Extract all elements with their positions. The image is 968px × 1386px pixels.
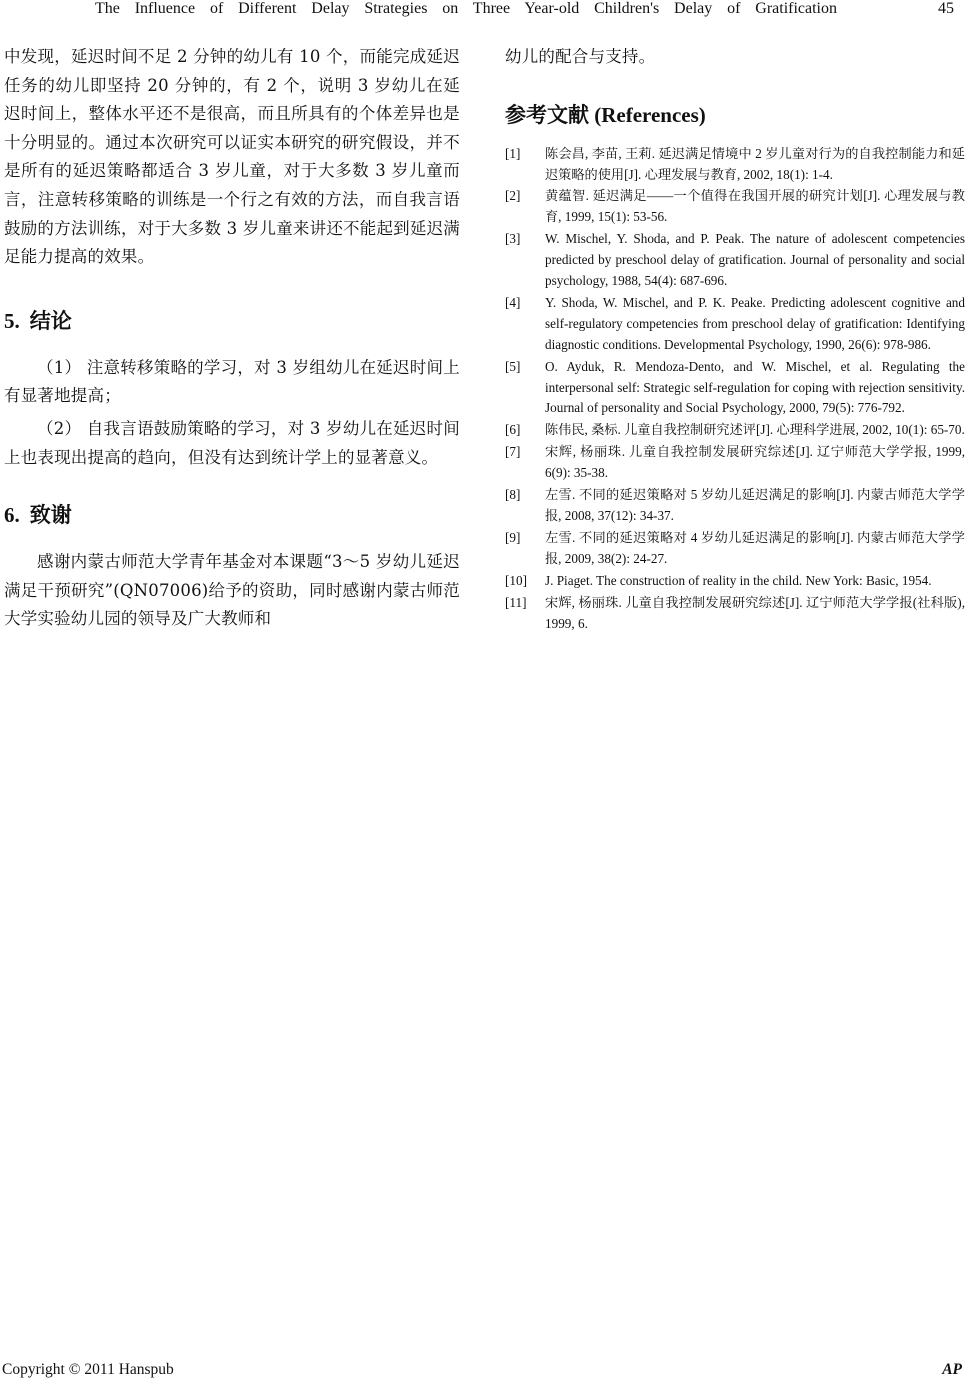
acknowledgement-continued: 幼儿的配合与支持。 bbox=[505, 47, 656, 66]
reference-number: [6] bbox=[505, 422, 521, 438]
reference-item bbox=[505, 571, 965, 592]
section-heading-conclusion bbox=[4, 306, 460, 336]
conclusion-point-1: （1） 注意转移策略的学习，对 3 岁组幼儿在延迟时间上有显著地提高； bbox=[4, 357, 460, 406]
reference-item bbox=[505, 293, 965, 356]
reference-number: [3] bbox=[505, 231, 521, 247]
acknowledgement-paragraph: 感谢内蒙古师范大学青年基金对本课题“3～5 岁幼儿延迟满足干预研究”(QN07006)给予的资助，同时感谢内蒙古师范大学实验幼儿园的领导及广大教师和 bbox=[4, 552, 460, 629]
reference-text: O. Ayduk, R. Mendoza-Dento, and W. Mischel, et al. Regulating the interpersonal self: Strategic self-regulation for coping with rejection sensitivity. Journal of personality and Social Psychology, 2000, 79(5): 776-792. bbox=[545, 358, 965, 416]
reference-text: 左雪. 不同的延迟策略对 4 岁幼儿延迟满足的影响[J]. 内蒙古师范大学学报, 2009, 38(2): 24-27. bbox=[545, 529, 965, 566]
reference-number: [8] bbox=[505, 487, 521, 503]
reference-text: 陈会昌, 李苗, 王莉. 延迟满足情境中 2 岁儿童对行为的自我控制能力和延迟策略的使用[J]. 心理发展与教育, 2002, 18(1): 1-4. bbox=[545, 145, 965, 182]
reference-text: 陈伟民, 桑标. 儿童自我控制研究述评[J]. 心理科学进展, 2002, 10(1): 65-70. bbox=[545, 422, 965, 438]
page-number: 45 bbox=[938, 0, 954, 17]
reference-text: W. Mischel, Y. Shoda, and P. Peak. The nature of adolescent competencies predicted by preschool delay of gratification. Journal of personality and social psychology, 1988, 54(4): 687-696. bbox=[545, 231, 965, 289]
reference-number: [10] bbox=[505, 572, 527, 588]
section-title: 结论 bbox=[29, 308, 72, 333]
journal-abbreviation: AP bbox=[942, 1361, 962, 1378]
reference-item bbox=[505, 420, 965, 441]
reference-item bbox=[505, 528, 965, 570]
reference-text: Y. Shoda, W. Mischel, and P. K. Peake. Predicting adolescent cognitive and self-regulatory competencies from preschool delay of gratification: Identifying diagnostic conditions. Developmental Psychology, 1990, 26(6): 978-986. bbox=[545, 294, 965, 352]
reference-list bbox=[505, 144, 965, 635]
conclusion-point-2: （2） 自我言语鼓励策略的学习，对 3 岁幼儿在延迟时间上也表现出提高的趋向，但没有达到统计学上的显著意义。 bbox=[4, 418, 460, 467]
section-number: 6. bbox=[4, 503, 20, 528]
reference-number: [1] bbox=[505, 145, 521, 161]
right-column bbox=[505, 43, 965, 634]
references-heading: 参考文献 (References) bbox=[505, 102, 706, 127]
reference-item bbox=[505, 229, 965, 292]
reference-item bbox=[505, 144, 965, 186]
reference-text: 左雪. 不同的延迟策略对 5 岁幼儿延迟满足的影响[J]. 内蒙古师范大学学报, 2008, 37(12): 34-37. bbox=[545, 487, 965, 523]
section-heading-acknowledgement bbox=[4, 500, 460, 530]
reference-number: [9] bbox=[505, 529, 521, 545]
section-number: 5. bbox=[4, 308, 20, 333]
running-title: The Influence of Different Delay Strategies on Three Year-old Children's Delay of Gratification bbox=[95, 0, 837, 17]
page-footer bbox=[0, 1360, 968, 1382]
reference-item bbox=[505, 485, 965, 527]
reference-number: [5] bbox=[505, 358, 521, 374]
reference-text: J. Piaget. The construction of reality in the child. New York: Basic, 1954. bbox=[545, 572, 932, 588]
reference-item bbox=[505, 442, 965, 484]
reference-number: [4] bbox=[505, 294, 521, 310]
reference-number: [11] bbox=[505, 594, 527, 610]
reference-text: 宋辉, 杨丽珠. 儿童自我控制发展研究综述[J]. 辽宁师范大学学报(社科版), 1999, 6. bbox=[545, 594, 965, 631]
running-header bbox=[0, 0, 968, 20]
reference-text: 宋辉, 杨丽珠. 儿童自我控制发展研究综述[J]. 辽宁师范大学学报, 1999, 6(9): 35-38. bbox=[545, 444, 965, 481]
left-column bbox=[4, 43, 460, 634]
copyright-notice: Copyright © 2011 Hanspub bbox=[2, 1361, 174, 1378]
continued-paragraph: 中发现，延迟时间不足 2 分钟的幼儿有 10 个，而能完成延迟任务的幼儿即坚持 20 分钟的，有 2 个，说明 3 岁幼儿在延迟时间上，整体水平还不是很高，而且所具有的个体差异也是十分明显的。通过本次研究可以证实本研究的研究假设，并不是所有的延迟策略都适合 3 岁儿童，对于大多数 3 岁儿童而言，注意转移策略的训练是一个行之有效的方法，而自我言语鼓励的方法训练，对于大多数 3 岁儿童来讲还不能起到延迟满足能力提高的效果。 bbox=[4, 47, 460, 267]
reference-number: [2] bbox=[505, 188, 521, 204]
section-title: 致谢 bbox=[29, 503, 72, 528]
reference-item bbox=[505, 186, 965, 228]
reference-number: [7] bbox=[505, 444, 521, 460]
reference-item bbox=[505, 593, 965, 635]
reference-text: 黄蕴智. 延迟满足——一个值得在我国开展的研究计划[J]. 心理发展与教育, 1999, 15(1): 53-56. bbox=[545, 188, 965, 225]
reference-item bbox=[505, 357, 965, 420]
